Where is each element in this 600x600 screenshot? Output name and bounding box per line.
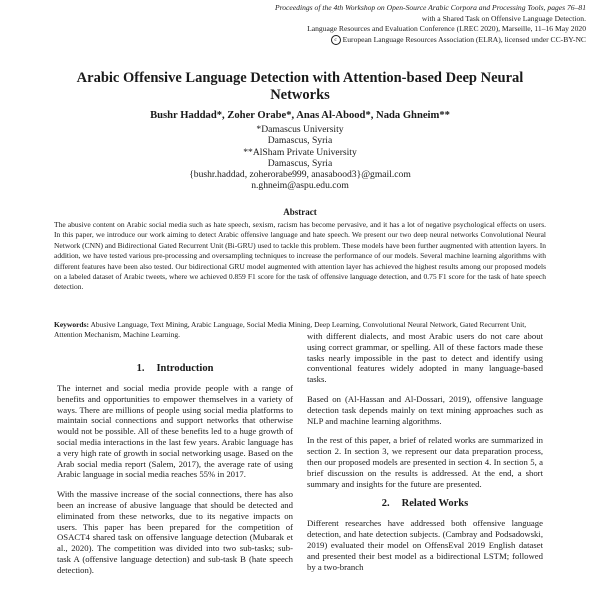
- affiliation-line: Damascus, Syria: [267, 135, 333, 147]
- header-line-4-text: European Language Resources Association (ELRA), licensed under CC-BY-NC: [342, 34, 586, 44]
- affiliation-email: {bushr.haddad, zoherorabe999, anasabood3}@gmail.com: [189, 169, 411, 181]
- copyright-icon: c: [331, 35, 341, 45]
- section-number: 2.: [381, 498, 390, 510]
- paragraph: Different researches have addressed both offensive language detection, and hate detection subjects. (Cambray and Podsadowski, 2019) evaluated their model on OffensEval 2019 English dataset and presented their best model as a bidirectional LSTM; followed by a two-branch: [307, 518, 543, 572]
- keywords-text: Abusive Language, Text Mining, Arabic Language, Social Media Mining, Deep Learning, Convolutional Neural Network, Gated Recurrent Unit, Attention Mechanism, Machine Learning.: [54, 320, 527, 340]
- paragraph: Based on (Al-Hassan and Al-Dossari, 2019), offensive language detection task depends mainly on text mining approaches such as NLP and machine learning algorithms.: [307, 393, 543, 426]
- title-line-2: Networks: [270, 87, 330, 103]
- paper-title: [40, 70, 560, 104]
- header-line-2: with a Shared Task on Offensive Language Detection.: [421, 13, 586, 23]
- section-heading-related-works: [307, 498, 543, 510]
- keywords-label: Keywords:: [54, 320, 89, 329]
- proceedings-header: [275, 3, 586, 45]
- abstract-text: The abusive content on Arabic social media such as hate speech, sexism, racism has become pervasive, and it has a lot of negative psychological effects on users. In this paper, we introduce our work aiming to detect Arabic offensive language and hate speech. We present our two deep neural networks Convolutional Neural Network (CNN) and Bidirectional Gated Recurrent Unit (Bi-GRU) used to tackle this problem. These models have been further augmented with attention layers. In addition, we have tested various pre-processing and oversampling techniques to increase the performance of our models. Several machine learning algorithms with different features have been also tested. Our bidirectional GRU model augmented with attention layer has achieved the highest results among our proposed models on a labeled dataset of Arabic tweets, where we achieved 0.859 F1 score for the task of offensive language detection, and 0.75 F1 score for the task of hate speech detection.: [54, 220, 546, 292]
- paragraph: In the rest of this paper, a brief of related works are summarized in section 2. In section 3, we represent our data preparation process, then our proposed models are presented in section 4. In section 5, a brief discussion on the results is addressed. At the end, a short summary and insights for the future are presented.: [307, 435, 543, 489]
- section-title: Related Works: [401, 498, 469, 510]
- affiliation-line: **AlSham Private University: [243, 146, 357, 158]
- paragraph: with different dialects, and most Arabic users do not care about using correct grammar, or spelling. All of these factors made these tasks nearly impossible in the past to detect and identify using conventional features widely adopted in many language-based tasks.: [307, 331, 543, 385]
- section-heading-introduction: [57, 363, 293, 375]
- affiliation-line: *Damascus University: [256, 124, 344, 135]
- section-title: Introduction: [156, 363, 214, 374]
- affiliation-line: Damascus, Syria: [267, 157, 333, 169]
- header-line-3: Language Resources and Evaluation Conference (LREC 2020), Marseille, 11–16 May 2020: [307, 24, 586, 34]
- left-column: [57, 363, 293, 585]
- affiliations: [150, 124, 450, 192]
- affiliation-email: n.ghneim@aspu.edu.com: [251, 180, 349, 192]
- section-number: 1.: [136, 363, 145, 374]
- header-line-4: [275, 35, 586, 46]
- title-line-1: Arabic Offensive Language Detection with Attention-based Deep Neural: [76, 70, 524, 86]
- header-line-1: Proceedings of the 4th Workshop on Open-Source Arabic Corpora and Processing Tools, pages 76–81: [274, 3, 586, 12]
- abstract-heading: Abstract: [283, 207, 317, 217]
- author-list: Bushr Haddad*, Zoher Orabe*, Anas Al-Abood*, Nada Ghneim**: [150, 110, 450, 121]
- paragraph: The internet and social media provide people with a range of benefits and opportunities to empower themselves in a variety of ways. There are millions of people using social media platforms to maintain social connections and support networks that otherwise would not be possible. All of these benefits led to a huge growth of social media interactions in the last few years. Arabic language has a very high rate of growth in social networking usage. Based on the Arab social media report (Salem, 2017), the average rate of using Arabic language in social media reaches 55% in 2017.: [57, 383, 293, 480]
- right-column: [307, 331, 543, 581]
- paragraph: With the massive increase of the social connections, there has also been an increase of abusive language that should be detected and eliminated from these networks, due to its negative impacts on users. This paper has been prepared for the competition of OSACT4 shared task on offensive language detection (Mubarak et al., 2020). The competition was divided into two sub-tasks; sub-task A (offensive language detection) and sub-task B (hate speech detection).: [57, 489, 293, 575]
